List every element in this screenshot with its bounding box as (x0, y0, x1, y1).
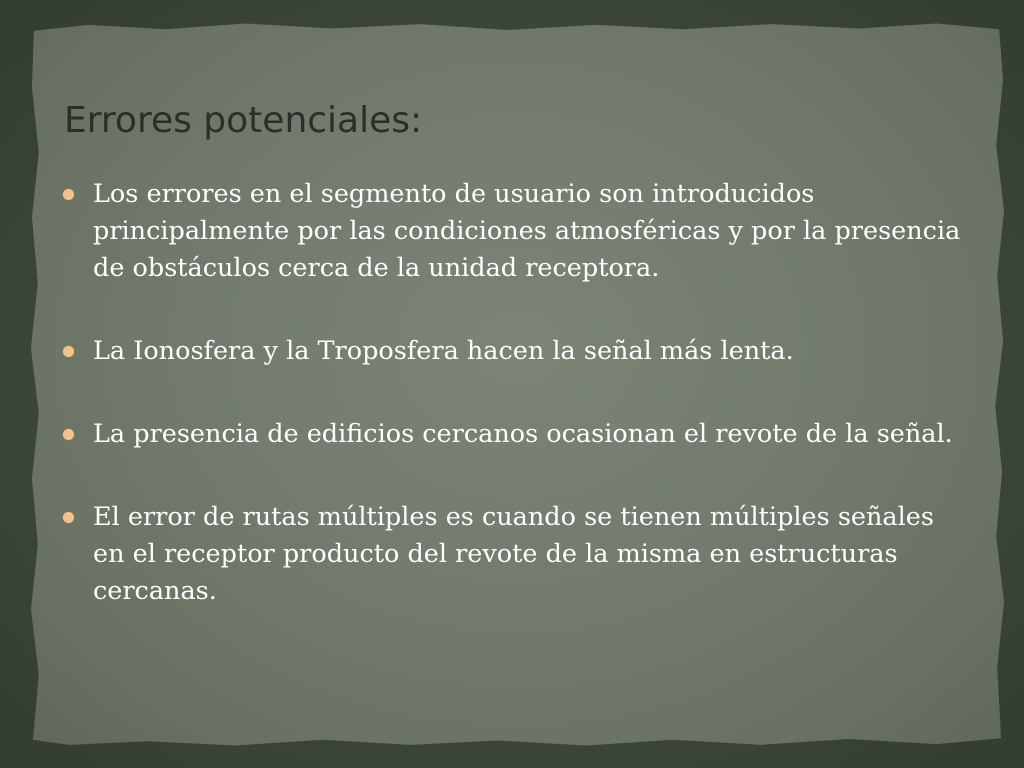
slide-title: Errores potenciales: (64, 100, 423, 141)
bullet-item (62, 176, 962, 287)
bullet-text: Los errores en el segmento de usuario son introducidos principalmente por las condiciones atmosféricas y por la presencia de obstáculos cerca de la unidad receptora. (93, 179, 961, 283)
bullet-item (62, 499, 962, 610)
bullet-text: La Ionosfera y la Troposfera hacen la señal más lenta. (93, 336, 794, 366)
bullet-dot-icon (63, 346, 74, 357)
bullet-dot-icon (63, 512, 74, 523)
bullet-dot-icon (63, 429, 74, 440)
bullet-list (62, 176, 962, 656)
bullet-item (62, 416, 962, 453)
bullet-text: El error de rutas múltiples es cuando se tienen múltiples señales en el receptor producto del revote de la misma en estructuras cercanas. (93, 502, 934, 606)
bullet-item (62, 333, 962, 370)
bullet-text: La presencia de edificios cercanos ocasionan el revote de la señal. (93, 419, 953, 449)
bullet-dot-icon (63, 189, 74, 200)
